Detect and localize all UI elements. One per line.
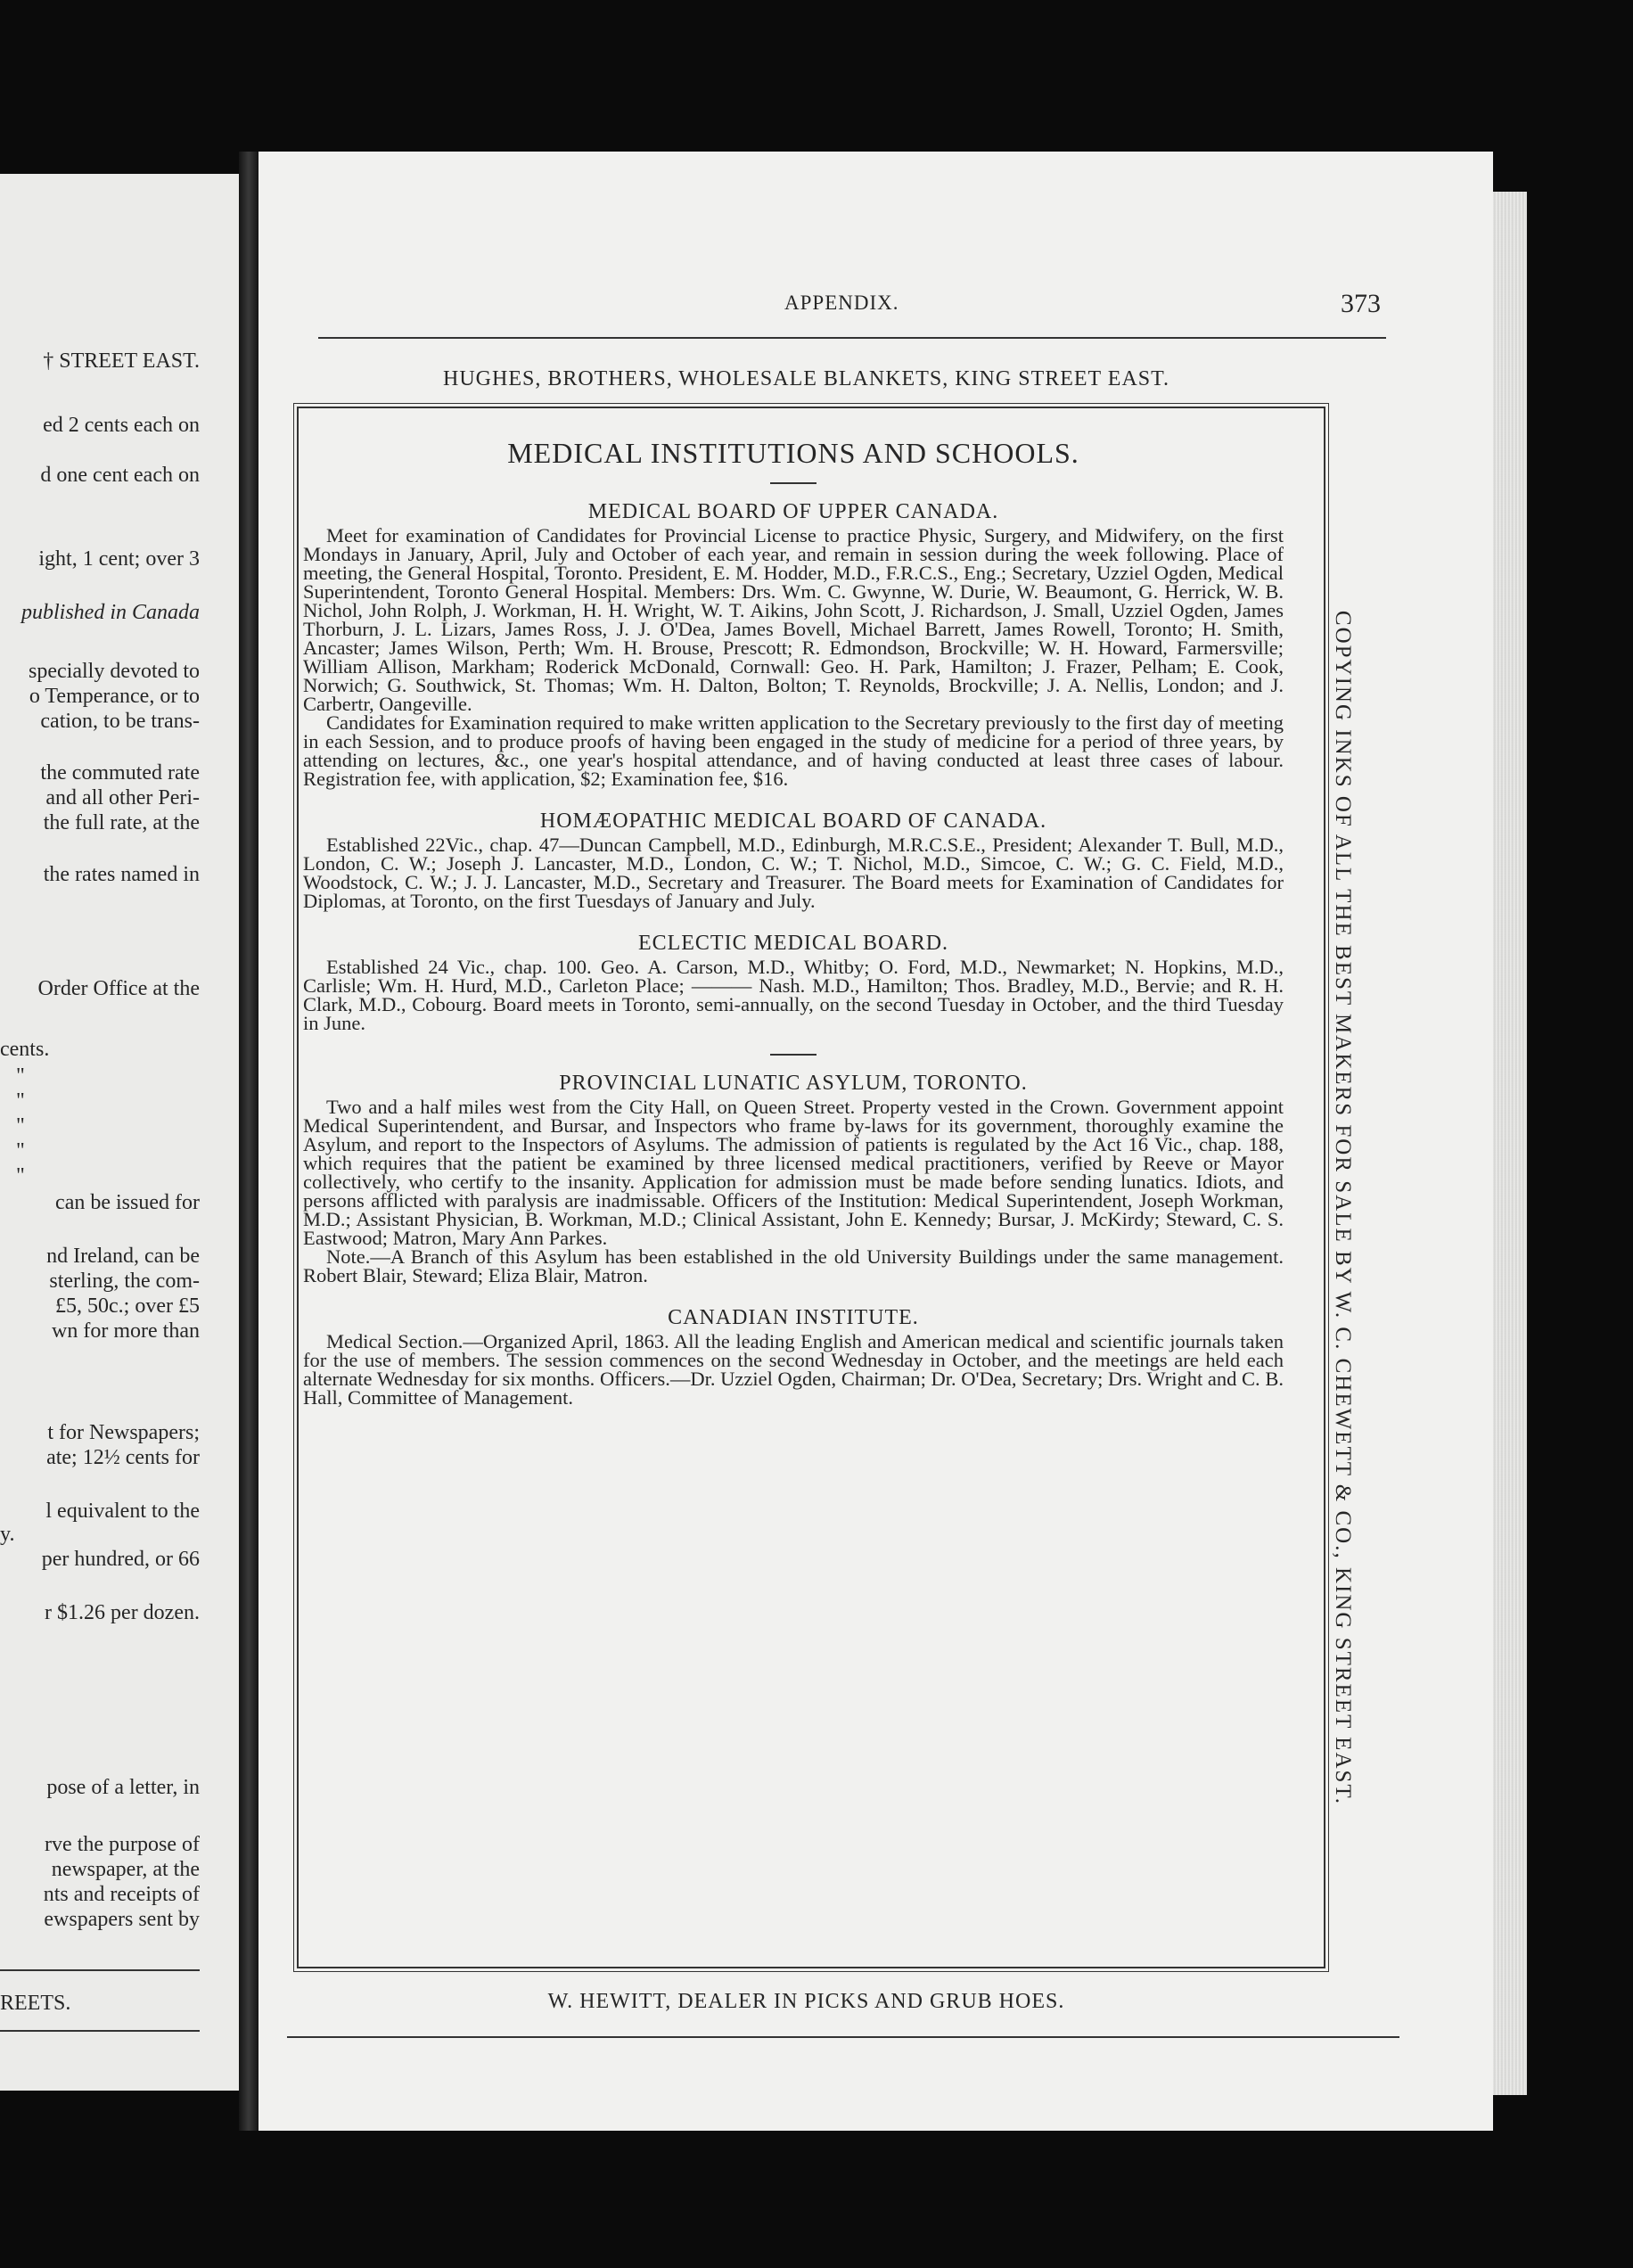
- section-heading: ECLECTIC MEDICAL BOARD.: [637, 932, 949, 955]
- section-paragraph: Medical Section.—Organized April, 1863. All the leading English and American medical and scientific journals taken for the use of members. The session commences on the second Wednesday in October, and the meetings are held each alternate Wednesday for six months. Officers.—Dr. Uzziel Ogden, Chairman; Dr. O'Dea, Secretary; Drs. Wright and C. B. Hall, Committee of Management.: [303, 1330, 1284, 1409]
- left-page-line: specially devoted to: [29, 660, 200, 683]
- section-lunatic-asylum: [303, 1072, 1284, 1285]
- section-paragraph: Two and a half miles west from the City Hall, on Queen Street. Property vested in the Crown. Government appoint Medical Superintendent, and Bursar, and Inspectors who frame by-laws for its government, thoroughly examine the Asylum, and report to the Inspectors of Asylums. The admission of patients is regulated by the Act 16 Vic., chap. 188, which requires that the patient be examined by three licensed medical practitioners, verified by Reeve or Mayor collectively, who certify to the insanity. Application for admission must be made before sending lunatics. Idiots, and persons afflicted with paralysis are inadmissable. Officers of the Institution: Medical Superintendent, Joseph Workman, M.D.; Assistant Physician, B. Workman, M.D.; Clinical Assistant, John E. Kennedy; Bursar, J. McKirdy; Steward, C. S. Eastwood; Matron, Mary Ann Parkes.: [303, 1096, 1284, 1249]
- section-paragraph: Meet for examination of Candidates for Provincial License to practice Physic, Surgery, and Midwifery, on the first Mondays in January, April, July and October of each year, and remain in session during the week following. Place of meeting, the General Hospital, Toronto. President, E. M. Hodder, M.D., F.R.C.S., Eng.; Secretary, Uzziel Ogden, Medical Superintendent, Toronto General Hospital. Members: Drs. Wm. C. Gwynne, W. Durie, W. Beaumont, G. Herrick, W. B. Nichol, John Rolph, J. Workman, H. H. Wright, W. T. Aikins, John Scott, J. Richardson, J. Small, Uzziel Ogden, James Thorburn, J. L. Lizars, James Ross, J. J. O'Dea, James Bovell, Michael Barrett, James Rowell, Toronto; H. Smith, Ancaster; James Wilson, Perth; Wm. H. Brouse, Prescott; R. Edmondson, Brockville; W. H. Howard, Farmersville; William Allison, Markham; Roderick McDonald, Cornwall: Geo. H. Park, Hamilton; J. Frazer, Pelham; E. Cook, Norwich; G. Southwick, St. Thomas; Wm. H. Dalton, Bolton; T. Reynolds, Brockville; J. A. Nellis, London; and J. Carbertr, Oangeville.: [303, 524, 1284, 715]
- left-page-line: REETS.: [0, 1992, 71, 2015]
- left-page-line: l equivalent to the: [45, 1500, 200, 1523]
- section-eclectic-board: [303, 932, 1284, 1032]
- left-page-line: ewspapers sent by: [44, 1908, 200, 1931]
- side-advertisement: COPYING INKS OF ALL THE BEST MAKERS FOR SALE BY W. C. CHEWETT & CO., KING STREET EAST.: [1331, 610, 1355, 1806]
- left-page-line: y.: [0, 1523, 15, 1546]
- left-page-line: sterling, the com-: [49, 1270, 200, 1293]
- section-canadian-institute: [303, 1306, 1284, 1407]
- left-page-line: rve the purpose of: [45, 1833, 200, 1856]
- left-page-line: ight, 1 cent; over 3: [38, 547, 200, 571]
- bottom-advertisement: W. HEWITT, DEALER IN PICKS AND GRUB HOES.: [547, 1990, 1065, 2013]
- left-page-line: Order Office at the: [37, 977, 200, 1000]
- section-paragraph: Note.—A Branch of this Asylum has been established in the old University Buildings under the same management. Robert Blair, Steward; Eliza Blair, Matron.: [303, 1245, 1284, 1286]
- left-page-line: o Temperance, or to: [29, 685, 200, 708]
- section-heading: CANADIAN INSTITUTE.: [668, 1306, 919, 1329]
- left-page-line: r $1.26 per dozen.: [45, 1601, 200, 1624]
- left-page-line: the rates named in: [43, 863, 200, 886]
- left-page-line: cents.: [0, 1038, 50, 1061]
- left-page-line: nts and receipts of: [43, 1883, 200, 1906]
- left-page-line: t for Newspapers;: [47, 1421, 200, 1444]
- left-page-line: the commuted rate: [40, 761, 200, 785]
- left-page-line: d one cent each on: [40, 464, 200, 487]
- left-page-line: cation, to be trans-: [40, 710, 200, 733]
- left-page-rule: [0, 2030, 200, 2032]
- left-page-line: the full rate, at the: [43, 811, 200, 834]
- section-paragraph: Established 22Vic., chap. 47—Duncan Campbell, M.D., Edinburgh, M.R.C.S.E., President; Alexander T. Bull, M.D., London, C. W.; Joseph J. Lancaster, M.D., London, C. W.; T. Nichol, M.D., Simcoe, C. W.; G. C. Field, M.D., Woodstock, C. W.; J. J. Lancaster, M.D., Secretary and Treasurer. The Board meets for Examination of Candidates for Diplomas, at Toronto, on the first Tuesdays of January and July.: [303, 834, 1284, 912]
- section-heading: HOMÆOPATHIC MEDICAL BOARD OF CANADA.: [539, 809, 1047, 833]
- left-page-line: † STREET EAST.: [43, 349, 200, 373]
- left-page-line: per hundred, or 66: [41, 1548, 200, 1571]
- left-page-line: newspaper, at the: [51, 1858, 200, 1881]
- left-page-line: ": [16, 1164, 25, 1187]
- left-page-line: ": [16, 1089, 25, 1113]
- page-edges: [1493, 192, 1527, 2095]
- title-rule: [770, 482, 816, 484]
- section-medical-board: [303, 500, 1284, 788]
- section-heading: PROVINCIAL LUNATIC ASYLUM, TORONTO.: [559, 1072, 1028, 1095]
- left-page-line: can be issued for: [55, 1191, 200, 1214]
- left-page-line: ate; 12½ cents for: [46, 1446, 200, 1469]
- section-homaeopathic-board: [303, 809, 1284, 910]
- left-page-line: ": [16, 1139, 25, 1163]
- top-advertisement: HUGHES, BROTHERS, WHOLESALE BLANKETS, KING STREET EAST.: [443, 367, 1169, 390]
- left-page-line: wn for more than: [52, 1319, 200, 1343]
- left-page-line: nd Ireland, can be: [46, 1245, 200, 1268]
- section-heading: MEDICAL BOARD OF UPPER CANADA.: [587, 500, 999, 523]
- section-rule: [770, 1054, 816, 1056]
- left-page-line: ": [16, 1064, 25, 1088]
- running-head: APPENDIX.: [784, 292, 899, 314]
- header-rule: [318, 337, 1386, 339]
- page-number: 373: [1341, 289, 1381, 318]
- left-page-line: pose of a letter, in: [46, 1776, 200, 1799]
- left-page-line: ": [16, 1114, 25, 1138]
- left-page-line: published in Canada: [21, 601, 200, 624]
- page-title: MEDICAL INSTITUTIONS AND SCHOOLS.: [507, 437, 1079, 469]
- footer-rule: [287, 2036, 1399, 2038]
- section-paragraph: Established 24 Vic., chap. 100. Geo. A. Carson, M.D., Whitby; O. Ford, M.D., Newmarket; N. Hopkins, M.D., Carlisle; Wm. H. Hurd, M.D., Carleton Place; ——— Nash. M.D., Hamilton; Thos. Bradley, M.D., Bervie; and R. H. Clark, M.D., Cobourg. Board meets in Toronto, semi-annually, on the second Tuesday in October, and the third Tuesday in June.: [303, 956, 1284, 1034]
- left-page-line: ed 2 cents each on: [43, 414, 200, 437]
- main-content: [303, 437, 1284, 1428]
- left-page: [0, 174, 239, 2091]
- book-gutter: [239, 152, 258, 2131]
- left-page-line: £5, 50c.; over £5: [55, 1294, 200, 1318]
- left-page-rule: [0, 1969, 200, 1971]
- section-paragraph: Candidates for Examination required to make written application to the Secretary previously to the first day of meeting in each Session, and to produce proofs of having been engaged in the study of medicine for a period of three years, by attending on lectures, &c., one year's hospital attendance, and of having conducted at least three cases of labour. Registration fee, with application, $2; Examination fee, $16.: [303, 711, 1284, 790]
- left-page-line: and all other Peri-: [45, 786, 200, 809]
